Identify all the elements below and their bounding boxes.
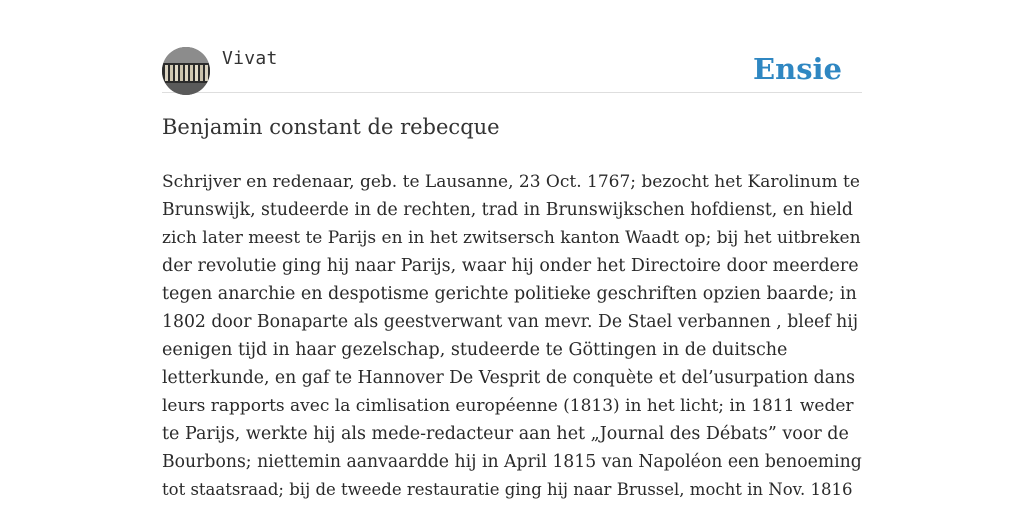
brand-logo[interactable]: Ensie — [753, 52, 842, 86]
article-body — [162, 168, 862, 504]
body-line: leurs rapports avec la cimlisation européenne (1813) in het licht; in 1811 weder — [162, 396, 854, 416]
article-title: Benjamin constant de rebecque — [162, 115, 500, 139]
body-line: tot staatsraad; bij de tweede restauratie ging hij naar Brussel, mocht in Nov. 1816 — [162, 480, 853, 499]
body-line: Schrijver en redenaar, geb. te Lausanne, 23 Oct. 1767; bezocht het Karolinum te — [162, 172, 860, 192]
body-line: der revolutie ging hij naar Parijs, waar hij onder het Directoire door meerdere — [162, 256, 859, 276]
books-avatar-icon[interactable] — [162, 47, 210, 95]
body-line: letterkunde, en gaf te Hannover De Vesprit de conquète et del’usurpation dans — [162, 368, 855, 388]
body-line: tegen anarchie en despotisme gerichte politieke geschriften opzien baarde; in — [162, 284, 857, 304]
page — [162, 0, 862, 512]
body-line: eenigen tijd in haar gezelschap, studeerde te Göttingen in de duitsche — [162, 340, 788, 360]
body-line: Brunswijk, studeerde in de rechten, trad in Brunswijkschen hofdienst, en hield — [162, 200, 853, 220]
body-line: te Parijs, werkte hij als mede-redacteur aan het „Journal des Débats” voor de — [162, 424, 849, 444]
header — [162, 46, 862, 93]
body-line: 1802 door Bonaparte als geestverwant van mevr. De Stael verbannen , bleef hij — [162, 312, 859, 332]
body-line: zich later meest te Parijs en in het zwitsersch kanton Waadt op; bij het uitbreken — [162, 228, 861, 248]
author-name[interactable]: Vivat — [222, 48, 278, 69]
body-line: Bourbons; niettemin aanvaardde hij in April 1815 van Napoléon een benoeming — [162, 452, 862, 472]
